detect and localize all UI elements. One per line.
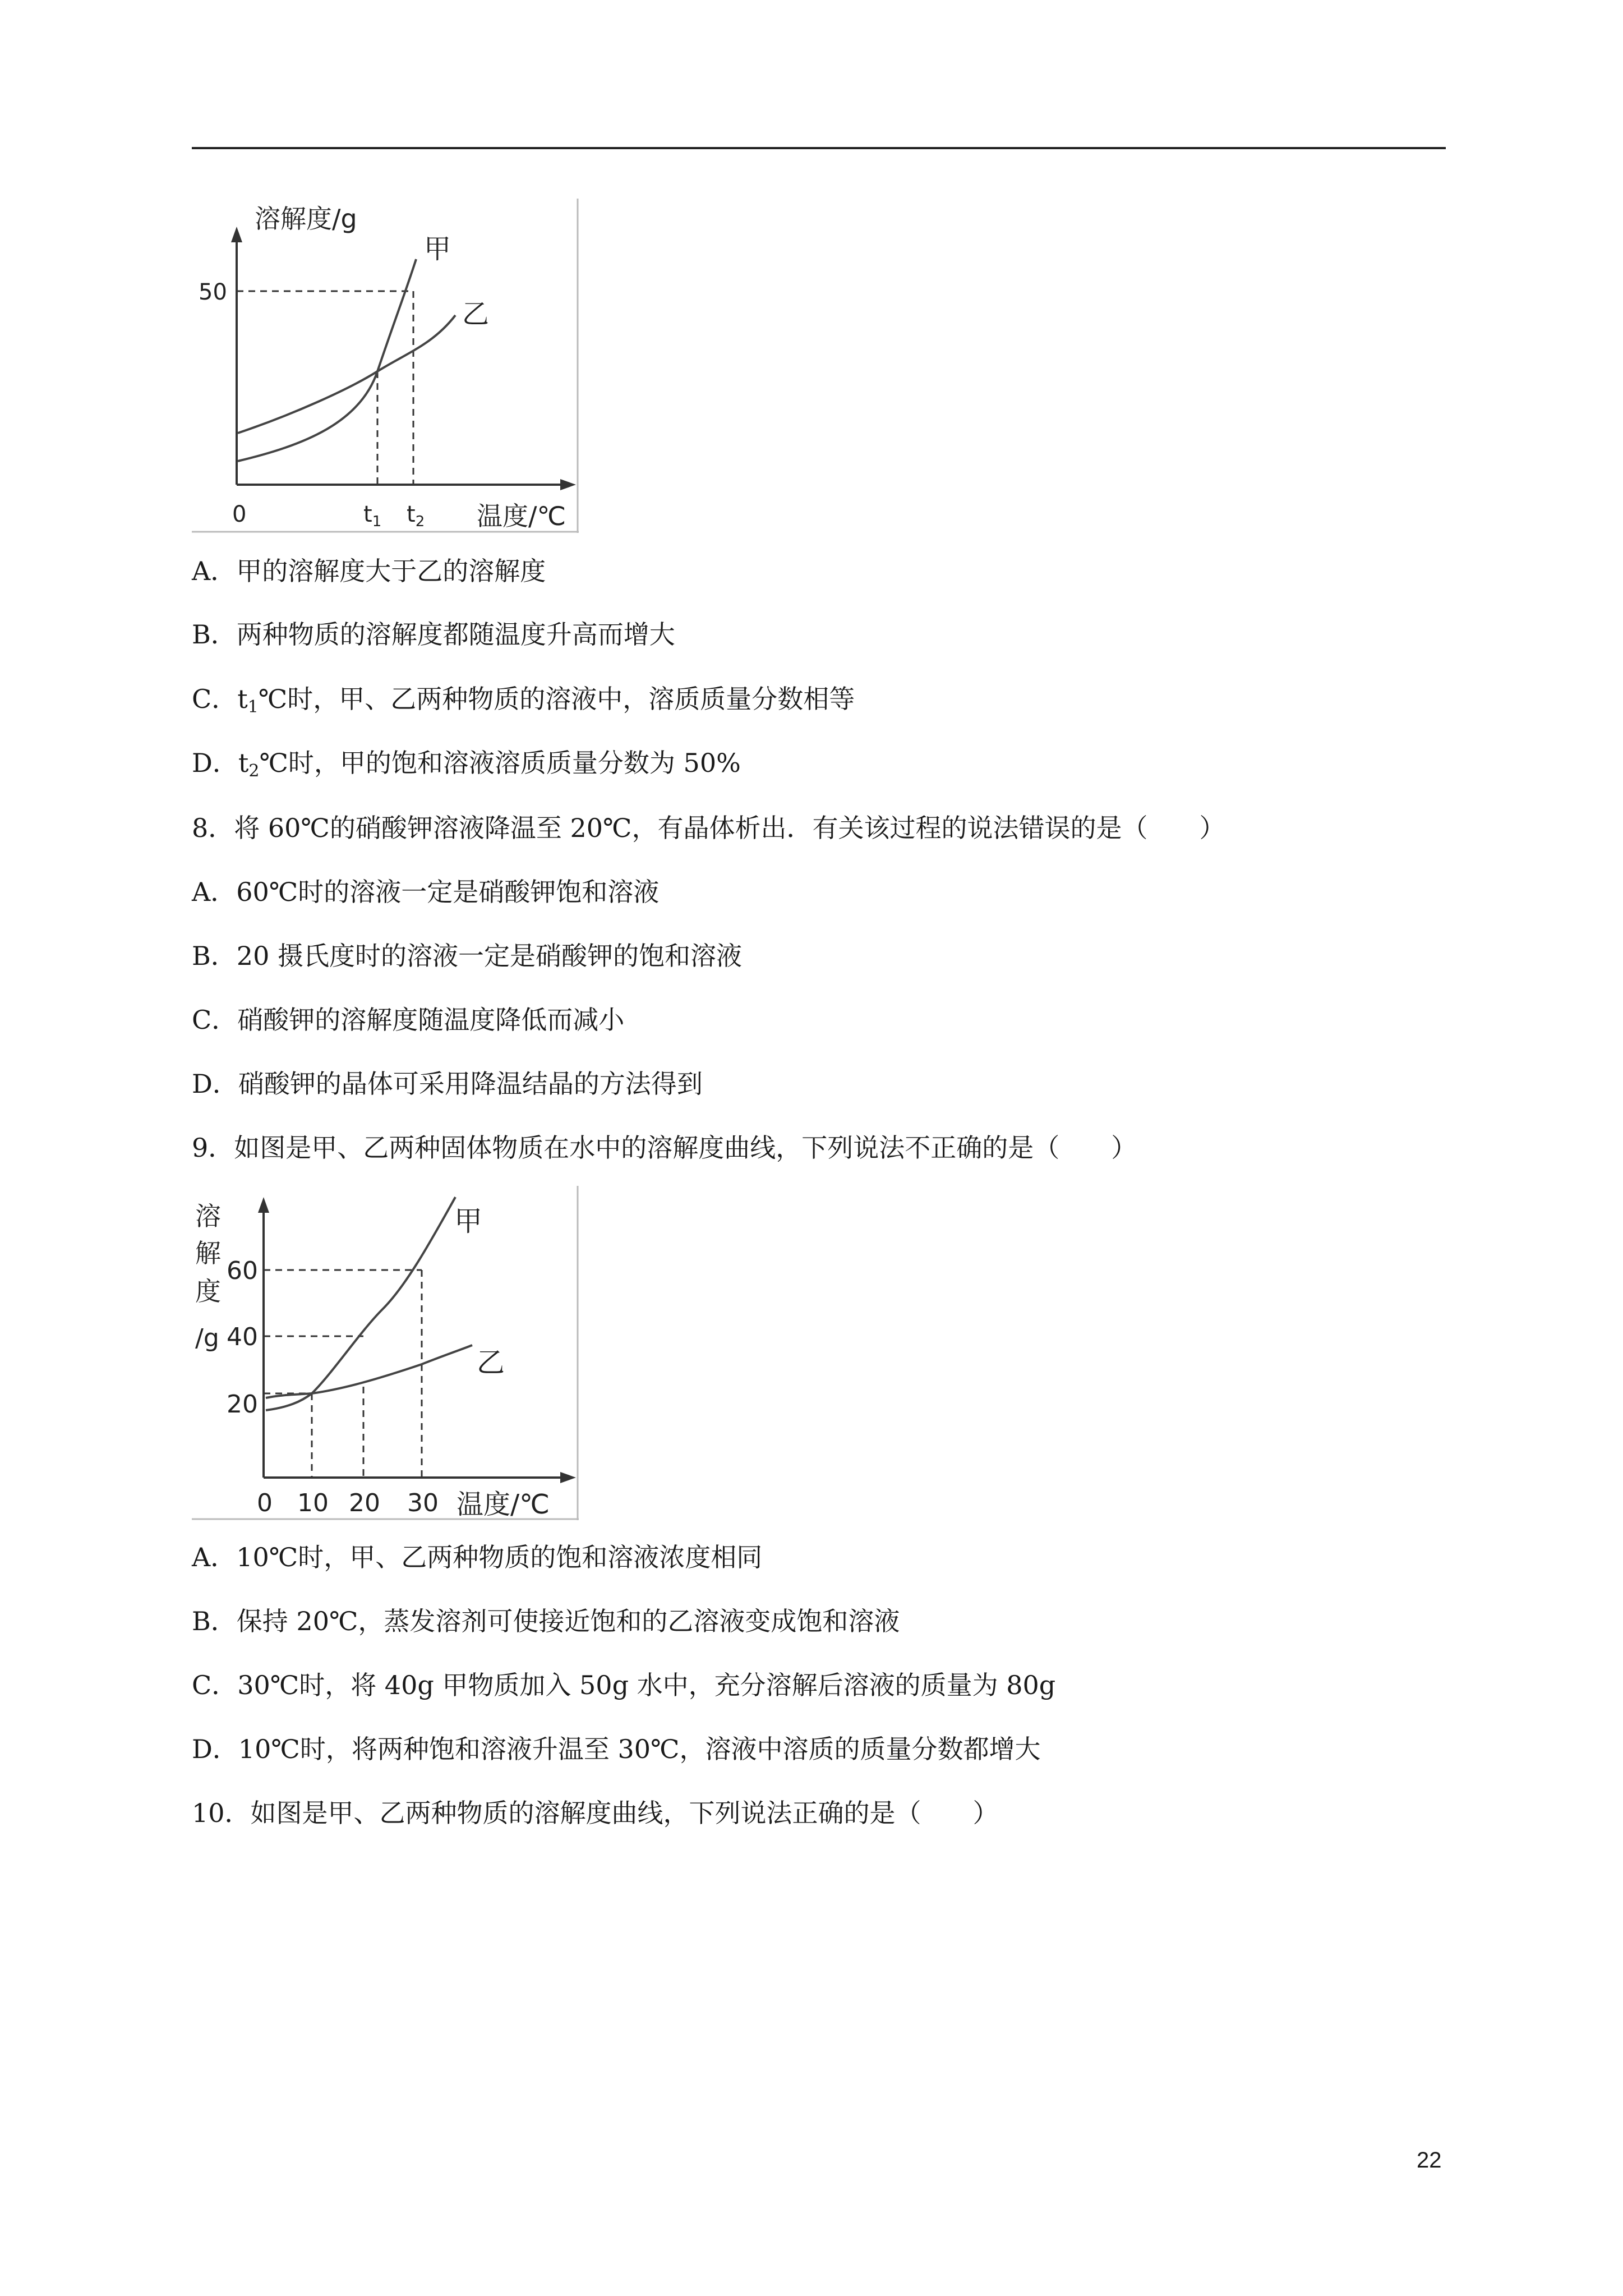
page-number: 22: [1417, 2148, 1442, 2173]
q8-option-b: B．20 摄氏度时的溶液一定是硝酸钾的饱和溶液: [192, 941, 742, 971]
q8-option-d: D．硝酸钾的晶体可采用降温结晶的方法得到: [192, 1069, 703, 1099]
y-axis-label: 溶解度/g: [255, 204, 357, 234]
q9-option-a: A．10℃时，甲、乙两种物质的饱和溶液浓度相同: [192, 1542, 763, 1572]
series-label-yi: 乙: [477, 1346, 505, 1379]
y-axis-arrow: [231, 227, 242, 242]
q7-option-d: D．$t_2℃$时，甲的饱和溶液溶质质量分数为 50%: [192, 748, 741, 781]
y-axis-label-3: 度: [195, 1276, 221, 1306]
q9-option-b: B．保持 20℃，蒸发溶剂可使接近饱和的乙溶液变成饱和溶液: [192, 1606, 900, 1636]
x-tick-t2: $t_2$: [407, 501, 425, 530]
curve-yi: [266, 1345, 472, 1398]
q7-option-b: B．两种物质的溶解度都随温度升高而增大: [192, 619, 675, 650]
x-tick-t1: $t_1$: [363, 501, 382, 530]
solubility-chart-2: [192, 1186, 579, 1520]
q9-option-c: C．30℃时，将 40g 甲物质加入 50g 水中，充分溶解后溶液的质量为 80g: [192, 1670, 1056, 1700]
origin-label: 0: [232, 501, 247, 527]
series-label-yi: 乙: [462, 298, 490, 330]
curve-jia: [266, 1197, 455, 1410]
x-tick-10: 10: [297, 1489, 329, 1517]
q9-stem: 9．如图是甲、乙两种固体物质在水中的溶解度曲线，下列说法不正确的是（ ）: [192, 1133, 1137, 1163]
y-tick-20: 20: [227, 1390, 258, 1419]
x-axis-arrow: [560, 1472, 576, 1483]
x-tick-0: 0: [257, 1489, 273, 1517]
q8-option-a: A．60℃时的溶液一定是硝酸钾饱和溶液: [192, 877, 660, 907]
x-tick-20: 20: [349, 1489, 380, 1517]
q7-option-a: A．甲的溶解度大于乙的溶解度: [192, 556, 546, 586]
x-tick-30: 30: [407, 1489, 439, 1517]
q8-option-c: C．硝酸钾的溶解度随温度降低而减小: [192, 1005, 625, 1035]
y-tick-60: 60: [227, 1257, 258, 1285]
solubility-figure-2: [192, 1186, 579, 1520]
y-axis-label-2: 解: [195, 1238, 221, 1268]
series-label-jia: 甲: [424, 233, 451, 265]
q9-option-d: D．10℃时，将两种饱和溶液升温至 30℃，溶液中溶质的质量分数都增大: [192, 1734, 1041, 1764]
q10-stem: 10．如图是甲、乙两种物质的溶解度曲线，下列说法正确的是（ ）: [192, 1798, 999, 1828]
q7-option-c: C．$t_1℃$时，甲、乙两种物质的溶液中，溶质质量分数相等: [192, 684, 855, 717]
y-tick-40: 40: [227, 1323, 258, 1351]
x-axis-label: 温度/℃: [477, 501, 566, 531]
curve-jia: [238, 259, 416, 461]
solubility-chart-1: [192, 199, 579, 533]
y-axis-label-4: /g: [195, 1324, 219, 1352]
y-axis-label-1: 溶: [195, 1201, 221, 1231]
y-tick-50: 50: [199, 279, 227, 305]
x-axis-arrow: [560, 479, 576, 490]
solubility-figure-1: [192, 199, 579, 533]
x-axis-label: 温度/℃: [457, 1489, 550, 1520]
y-axis-arrow: [258, 1197, 269, 1213]
header-rule: [192, 147, 1446, 149]
series-label-jia: 甲: [454, 1205, 482, 1237]
q8-stem: 8．将 60℃的硝酸钾溶液降温至 20℃，有晶体析出．有关该过程的说法错误的是（ ）: [192, 813, 1225, 843]
